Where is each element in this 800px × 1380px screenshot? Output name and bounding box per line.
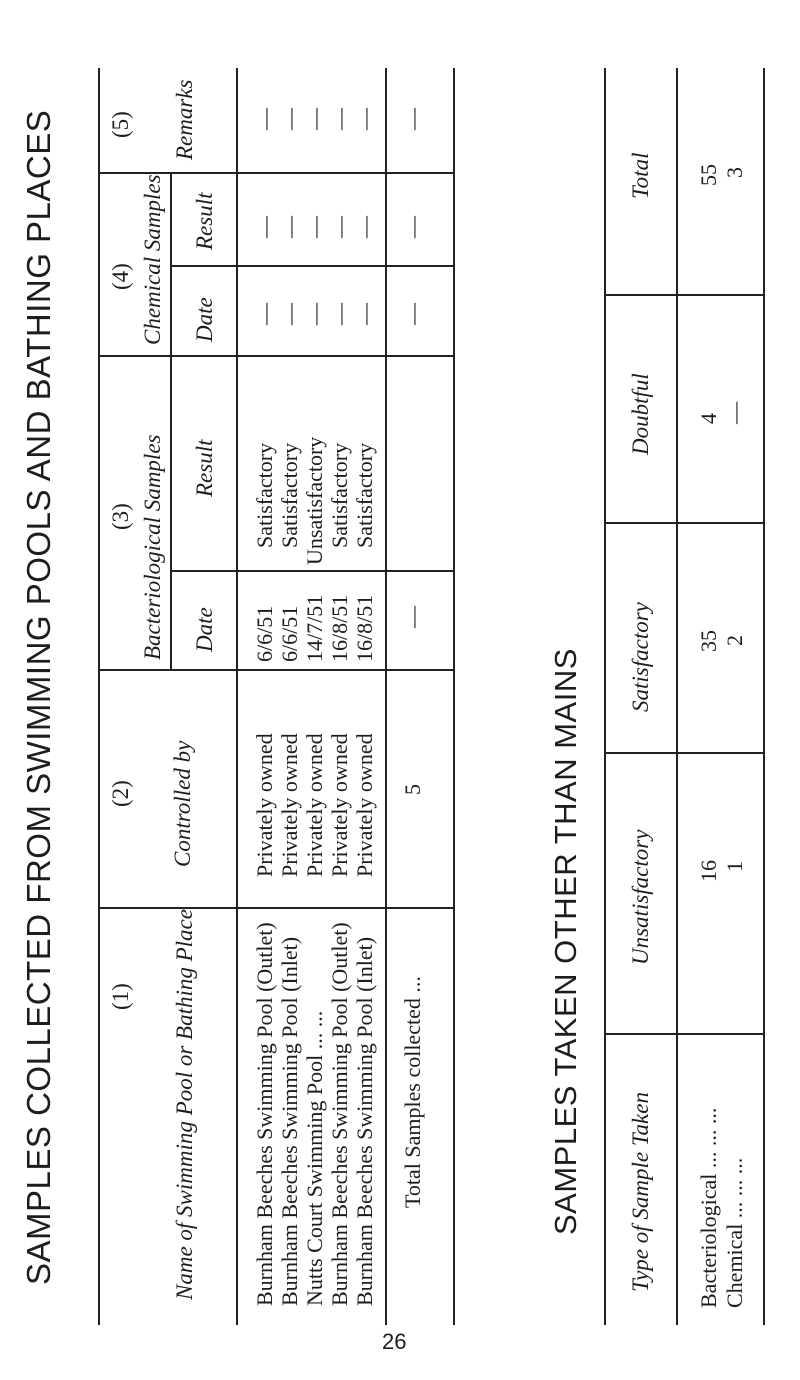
table2-row2-doubtful: — xyxy=(722,402,747,424)
col2-number: (2) xyxy=(108,780,133,807)
row2-bact-result: Satisfactory xyxy=(277,442,302,548)
col4-number: (4) xyxy=(108,263,133,290)
row5-chem-date: — xyxy=(352,303,377,325)
total-remarks: — xyxy=(400,108,425,130)
row1-bact-date: 6/6/51 xyxy=(252,605,277,662)
table2-col-divider-1 xyxy=(604,1033,765,1035)
row4-controlled: Privately owned xyxy=(327,733,352,877)
col4-subheader-date: Date xyxy=(192,297,217,342)
table2-header-doubtful: Doubtful xyxy=(628,373,653,455)
table2-row1-doubtful: 4 xyxy=(696,413,721,424)
row5-bact-date: 16/8/51 xyxy=(352,594,377,662)
col3-number: (3) xyxy=(108,503,133,530)
row5-chem-result: — xyxy=(352,216,377,238)
col4-subheader-result: Result xyxy=(192,192,217,250)
row3-name: Nutts Court Swimming Pool ... ... xyxy=(302,1010,327,1306)
table2-right-border xyxy=(763,68,765,1325)
row2-bact-date: 6/6/51 xyxy=(277,605,302,662)
total-bact-date: — xyxy=(400,606,425,628)
col1-header: Name of Swimming Pool or Bathing Place xyxy=(172,909,197,1300)
col2-header: Controlled by xyxy=(170,740,195,867)
row1-controlled: Privately owned xyxy=(252,733,277,877)
row2-remarks: — xyxy=(277,108,302,130)
table1-subcol-divider-chem xyxy=(170,265,455,267)
row1-bact-result: Satisfactory xyxy=(252,442,277,548)
col5-number: (5) xyxy=(108,111,133,138)
table1-header-divider xyxy=(236,68,238,1325)
total-chem-date: — xyxy=(400,303,425,325)
table1-col-divider-3 xyxy=(98,355,455,357)
row4-bact-result: Satisfactory xyxy=(327,442,352,548)
row1-name: Burnham Beeches Swimming Pool (Outlet) xyxy=(252,922,277,1306)
row2-name: Burnham Beeches Swimming Pool (Inlet) xyxy=(277,936,302,1306)
table2-col-divider-2 xyxy=(604,752,765,754)
page-title: SAMPLES COLLECTED FROM SWIMMING POOLS AND BATHING PLACES xyxy=(20,109,57,1285)
table1-left-border xyxy=(98,68,100,1325)
total-chem-result: — xyxy=(400,216,425,238)
total-label: Total Samples collected ... xyxy=(400,976,425,1208)
row5-remarks: — xyxy=(352,108,377,130)
table2-row2-total: 3 xyxy=(722,167,747,178)
col3-subheader-date: Date xyxy=(192,607,217,652)
row5-controlled: Privately owned xyxy=(352,733,377,877)
row3-bact-result: Unsatisfactory xyxy=(302,436,327,565)
page-number: 26 xyxy=(382,1329,407,1354)
row3-chem-result: — xyxy=(302,216,327,238)
col3-header: Bacteriological Samples xyxy=(140,434,165,660)
row4-bact-date: 16/8/51 xyxy=(327,594,352,662)
row3-remarks: — xyxy=(302,108,327,130)
table2-header-satisfactory: Satisfactory xyxy=(628,602,653,712)
row2-controlled: Privately owned xyxy=(277,733,302,877)
row1-chem-date: — xyxy=(252,303,277,325)
table1-total-divider xyxy=(385,68,387,1325)
row5-bact-result: Satisfactory xyxy=(352,442,377,548)
table2-row1-unsatisfactory: 16 xyxy=(696,860,721,882)
table2-row1-total: 55 xyxy=(696,164,721,186)
table1-subheader-divider-bact xyxy=(170,355,172,671)
table2-header-unsatisfactory: Unsatisfactory xyxy=(628,829,653,965)
table1-col-divider-2 xyxy=(98,669,455,671)
table2-title: SAMPLES TAKEN OTHER THAN MAINS xyxy=(548,648,583,1235)
table1-right-border xyxy=(453,68,455,1325)
row3-controlled: Privately owned xyxy=(302,733,327,877)
table2-row1-satisfactory: 35 xyxy=(696,630,721,652)
row4-chem-result: — xyxy=(327,216,352,238)
table2-row1-type: Bacteriological ... ... ... xyxy=(696,1107,721,1308)
table2-col-divider-3 xyxy=(604,522,765,524)
row4-remarks: — xyxy=(327,108,352,130)
table2-row2-unsatisfactory: 1 xyxy=(722,861,747,872)
col1-number: (1) xyxy=(108,983,133,1010)
table2-header-divider xyxy=(676,68,678,1325)
col5-header: Remarks xyxy=(172,79,197,160)
table1-col-divider-1 xyxy=(98,907,455,909)
table2-header-type: Type of Sample Taken xyxy=(628,1092,653,1292)
table2-row2-satisfactory: 2 xyxy=(722,635,747,646)
table2-row2-type: Chemical ... ... ... xyxy=(722,1157,747,1308)
row3-chem-date: — xyxy=(302,303,327,325)
row2-chem-result: — xyxy=(277,216,302,238)
col4-header: Chemical Samples xyxy=(140,174,165,345)
row5-name: Burnham Beeches Swimming Pool (Inlet) xyxy=(352,936,377,1306)
row4-chem-date: — xyxy=(327,303,352,325)
table1-subcol-divider-bact xyxy=(170,570,455,572)
table2-left-border xyxy=(604,68,606,1325)
row2-chem-date: — xyxy=(277,303,302,325)
table2-col-divider-4 xyxy=(604,294,765,296)
row1-chem-result: — xyxy=(252,216,277,238)
table2-header-total: Total xyxy=(628,152,653,199)
col3-subheader-result: Result xyxy=(192,439,217,497)
total-controlled: 5 xyxy=(400,784,425,795)
row4-name: Burnham Beeches Swimming Pool (Outlet) xyxy=(327,922,352,1306)
row1-remarks: — xyxy=(252,108,277,130)
row3-bact-date: 14/7/51 xyxy=(302,594,327,662)
